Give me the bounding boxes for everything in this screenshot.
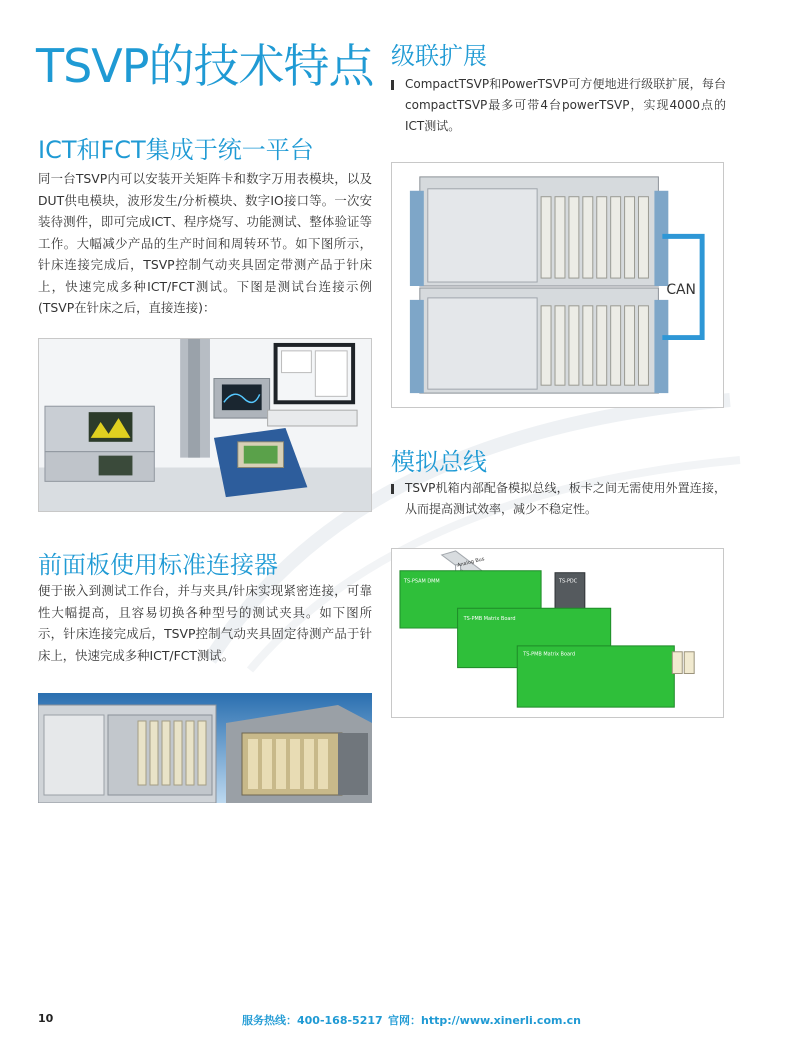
analog-body-block [391,478,726,520]
cascade-chassis-photo [391,162,724,408]
lower-chassis-image [410,288,668,393]
ict-body: 同一台TSVP内可以安装开关矩阵卡和数字万用表模块，以及DUT供电模块，波形发生/分析模块、数字IO接口等。一次安装待测件，即可完成ICT、程序烧写、功能测试、整体验证等工作。大幅减少产品的生产时间和周转环节。如下图所示，针床连接完成后，TSVP控制气动夹具固定带测产品于针床上，快速完成多种ICT/FCT测试。下图是测试台连接示例 (TSVP在针床之后，直接连接)： [38,171,372,315]
ict-heading: ICT和FCT集成于统一平台 [38,136,314,164]
psam-label: TS-PSAM DMM [403,578,440,585]
rtm-label: RTMs Rear I/O [682,677,717,684]
page-number: 10 [38,1012,54,1025]
page-title: TSVP的技术特点 [36,39,374,93]
analog-bus-diagram [391,548,724,718]
cascade-body-block [391,74,726,137]
analog-bus-label: Analog Bus [456,556,486,569]
pdc-label: TS-PDC [558,578,578,585]
front-panel-photo [38,693,372,803]
service-hotline: 服务热线：400-168-5217 [242,1014,383,1027]
pmb1-label: TS-PMB Matrix Board [463,616,516,623]
pmb2-label: TS-PMB Matrix Board [523,651,576,658]
analog-heading: 模拟总线 [391,448,487,476]
website-link[interactable]: 官网：http://www.xinerli.com.cn [388,1014,581,1027]
test-station-photo [38,338,372,512]
bullet-mark [391,80,394,90]
analog-body: TSVP机箱内部配备模拟总线，板卡之间无需使用外置连接，从而提高测试效率，减少不稳定性。 [405,481,726,516]
upper-chassis-image [410,177,668,286]
cascade-body: CompactTSVP和PowerTSVP可方便地进行级联扩展，每台compactTSVP最多可带4台powerTSVP，实现4000点的ICT测试。 [405,77,726,133]
bullet-mark [391,484,394,494]
front-body: 便于嵌入到测试工作台，并与夹具/针床实现紧密连接，可靠性大幅提高，且容易切换各种型号的测试夹具。如下图所示，针床连接完成后，TSVP控制气动夹具固定待测产品于针床上，快速完成多种ICT/FCT测试。 [38,583,372,663]
can-label: CAN [666,281,696,298]
front-heading: 前面板使用标准连接器 [38,551,278,579]
cascade-heading: 级联扩展 [391,42,487,70]
